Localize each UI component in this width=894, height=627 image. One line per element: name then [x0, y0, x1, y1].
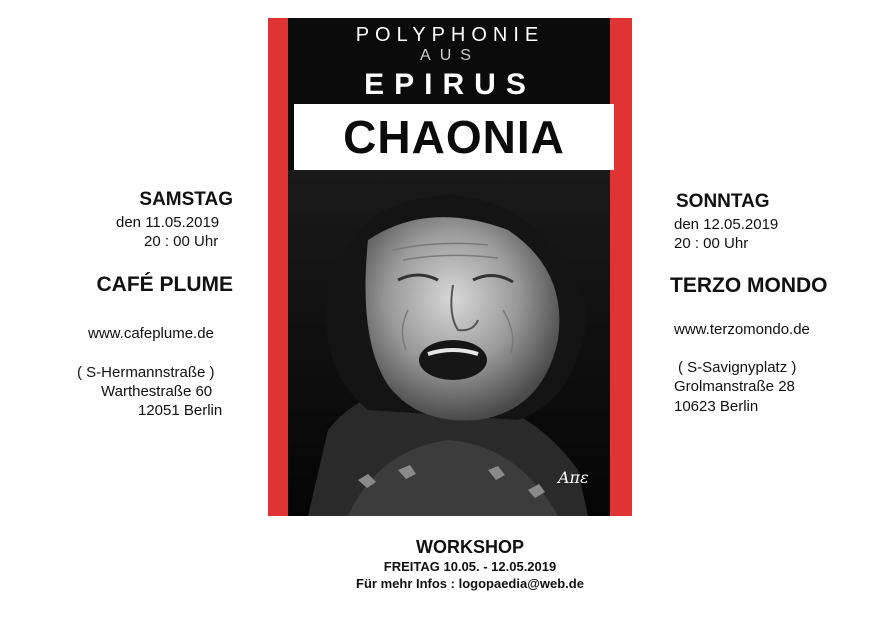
workshop-info: Für mehr Infos : logopaedia@web.de [356, 576, 584, 591]
venue-city: 12051 Berlin [138, 402, 223, 419]
event-day: SAMSTAG [139, 189, 233, 210]
event-time: 20 : 00 Uhr [144, 233, 219, 250]
event-day-right: SONNTAG [676, 191, 770, 212]
poster-title: CHAONIA [343, 111, 565, 163]
venue-city-right: 10623 Berlin [674, 398, 759, 415]
venue-station: ( S-Hermannstraße ) [77, 364, 215, 381]
venue-website-right: www.terzomondo.de [674, 321, 810, 338]
poster-signature: Aπε [558, 468, 589, 487]
event-time-right: 20 : 00 Uhr [674, 235, 749, 252]
workshop-section [300, 536, 640, 592]
venue-street: Warthestraße 60 [101, 383, 213, 400]
saturday-event [40, 189, 233, 211]
event-date: den 11.05.2019 [116, 214, 220, 231]
event-date-right: den 12.05.2019 [674, 216, 779, 233]
poster-subtitle-epirus: EPIRUS [364, 68, 536, 101]
singing-woman-photo [288, 170, 610, 516]
poster-subtitle-aus: AUS [420, 47, 480, 64]
workshop-dates: FREITAG 10.05. - 12.05.2019 [383, 559, 557, 574]
poster-title-box [294, 104, 614, 170]
venue-name: CAFÉ PLUME [96, 273, 233, 296]
poster-subtitle-polyphonie: POLYPHONIE [355, 24, 545, 46]
workshop-heading: WORKSHOP [416, 537, 524, 557]
venue-station-right: ( S-Savignyplatz ) [678, 359, 797, 376]
poster [268, 18, 632, 516]
venue-street-right: Grolmanstraße 28 [674, 378, 795, 395]
venue-website: www.cafeplume.de [88, 325, 214, 342]
venue-name-right: TERZO MONDO [670, 274, 828, 297]
